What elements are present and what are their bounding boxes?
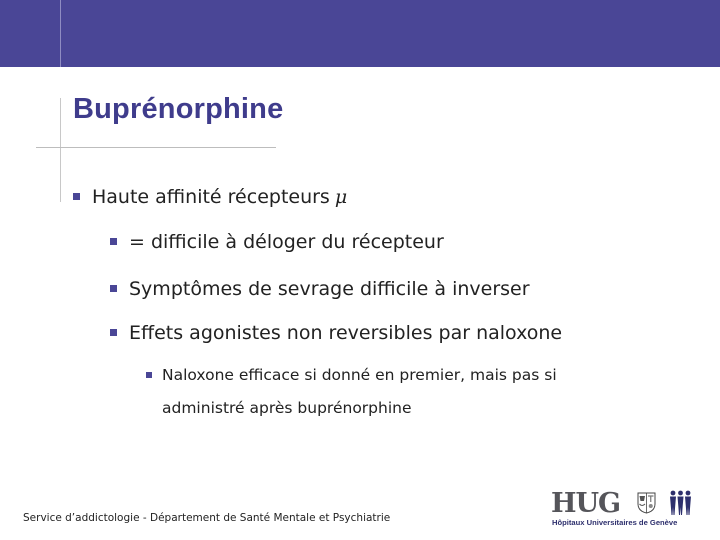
footer-text: Service d’addictologie - Département de Santé Mentale et Psychiatrie [23,512,391,524]
bullet-item-5 [146,366,557,384]
bullet-text: Symptômes de sevrage difficile à inverser [129,278,530,300]
decorative-vertical-line [60,98,61,202]
square-bullet-icon [73,193,80,200]
bullet-text-line-2: administré après buprénorphine [162,399,412,417]
logo-wordmark: HUG [551,488,621,519]
decorative-line-top [60,0,61,67]
slide-title: Buprénorphine [73,93,284,125]
people-figures-icon [668,490,693,516]
square-bullet-icon [110,285,117,292]
header-band [0,0,720,67]
bullet-text-line-1: Naloxone efficace si donné en premier, mais pas si [162,366,557,384]
bullet-text: = difficile à déloger du récepteur [129,231,444,253]
logo-caption: Hôpitaux Universitaires de Genève [552,518,678,527]
bullet-item-1 [73,186,347,208]
decorative-horizontal-line [36,147,276,148]
geneva-crest-icon [637,492,656,514]
square-bullet-icon [146,372,152,378]
bullet-text: Haute affinité récepteurs [92,186,330,208]
hug-logo [551,489,693,531]
square-bullet-icon [110,329,117,336]
bullet-text: Effets agonistes non reversibles par naloxone [129,322,563,344]
square-bullet-icon [110,238,117,245]
mu-symbol: μ [334,186,348,208]
bullet-item-3 [110,278,530,300]
bullet-item-2 [110,231,444,253]
bullet-item-4 [110,322,562,344]
